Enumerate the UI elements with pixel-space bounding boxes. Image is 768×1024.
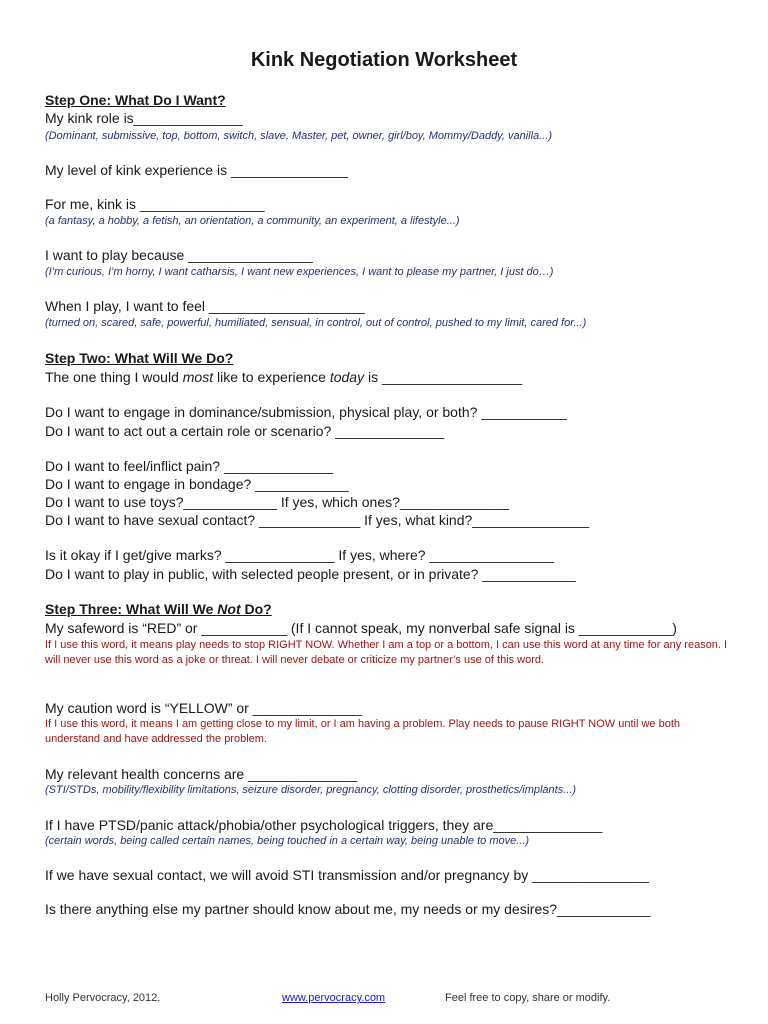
footer-website-link[interactable]: www.pervocracy.com [282,992,386,1004]
pain-question: Do I want to feel/inflict pain? ______________ [45,458,333,474]
sti-question: If we have sexual contact, we will avoid STI transmission and/or pregnancy by _______________ [45,867,649,883]
triggers-question: If I have PTSD/panic attack/phobia/other psychological triggers, they are______________ [45,817,603,833]
caution-word-question: My caution word is “YELLOW” or ______________ [45,700,362,716]
experience-question: My level of kink experience is _______________ [45,162,348,178]
feel-hint: (turned on, scared, safe, powerful, humiliated, sensual, in control, out of control, pushed to my limit, cared for...) [45,317,587,329]
footer-license: Feel free to copy, share or modify. [445,992,611,1004]
toys-question: Do I want to use toys?____________ If yes, which ones?______________ [45,494,509,510]
kink-role-hint: (Dominant, submissive, top, bottom, switch, slave, Master, pet, owner, girl/boy, Mommy/Daddy, vanilla...) [45,130,552,142]
step-one-heading: Step One: What Do I Want? [45,92,226,108]
role-scenario-question: Do I want to act out a certain role or scenario? ______________ [45,423,445,439]
caution-word-rule: If I use this word, it means I am getting close to my limit, or I am having a problem. Play needs to pause RIGHT NOW until we both understand and have addressed the problem. [45,718,681,745]
health-question: My relevant health concerns are ______________ [45,766,358,782]
feel-question: When I play, I want to feel ____________________ [45,298,365,314]
triggers-hint: (certain words, being called certain names, being touched in a certain way, being unable to move...) [45,835,530,847]
footer-author: Holly Pervocracy, 2012. [45,992,161,1004]
ds-question: Do I want to engage in dominance/submission, physical play, or both? ___________ [45,404,567,420]
marks-question: Is it okay if I get/give marks? ______________ If yes, where? ________________ [45,547,555,563]
play-because-question: I want to play because ________________ [45,247,313,263]
play-because-hint: (I’m curious, I’m horny, I want catharsis, I want new experiences, I want to please my partner, I just do…) [45,266,554,278]
most-experience-question: The one thing I would most like to experience today is __________________ [45,369,523,385]
kink-is-question: For me, kink is ________________ [45,196,265,212]
health-hint: (STI/STDs, mobility/flexibility limitations, seizure disorder, pregnancy, clotting disorder, prosthetics/implants...) [45,784,577,796]
step-two-heading: Step Two: What Will We Do? [45,350,234,366]
safeword-question: My safeword is “RED” or ___________ (If I cannot speak, my nonverbal safe signal is ____________) [45,620,677,636]
sexual-contact-question: Do I want to have sexual contact? _____________ If yes, what kind?_______________ [45,512,590,528]
step-three-heading: Step Three: What Will We Not Do? [45,601,272,617]
page-title: Kink Negotiation Worksheet [250,49,518,71]
kink-role-question: My kink role is______________ [45,110,243,126]
anything-else-question: Is there anything else my partner should know about me, my needs or my desires?____________ [45,901,651,917]
public-question: Do I want to play in public, with selected people present, or in private? ____________ [45,566,576,582]
safeword-rule: If I use this word, it means play needs to stop RIGHT NOW. Whether I am a top or a bottom, I can use this word at any time for any reason. I will never use this word as a joke or threat. I will never debate or criticize my partner’s use of this word. [45,639,728,666]
kink-is-hint: (a fantasy, a hobby, a fetish, an orientation, a community, an experiment, a lifestyle...) [45,215,460,227]
bondage-question: Do I want to engage in bondage? ____________ [45,476,349,492]
